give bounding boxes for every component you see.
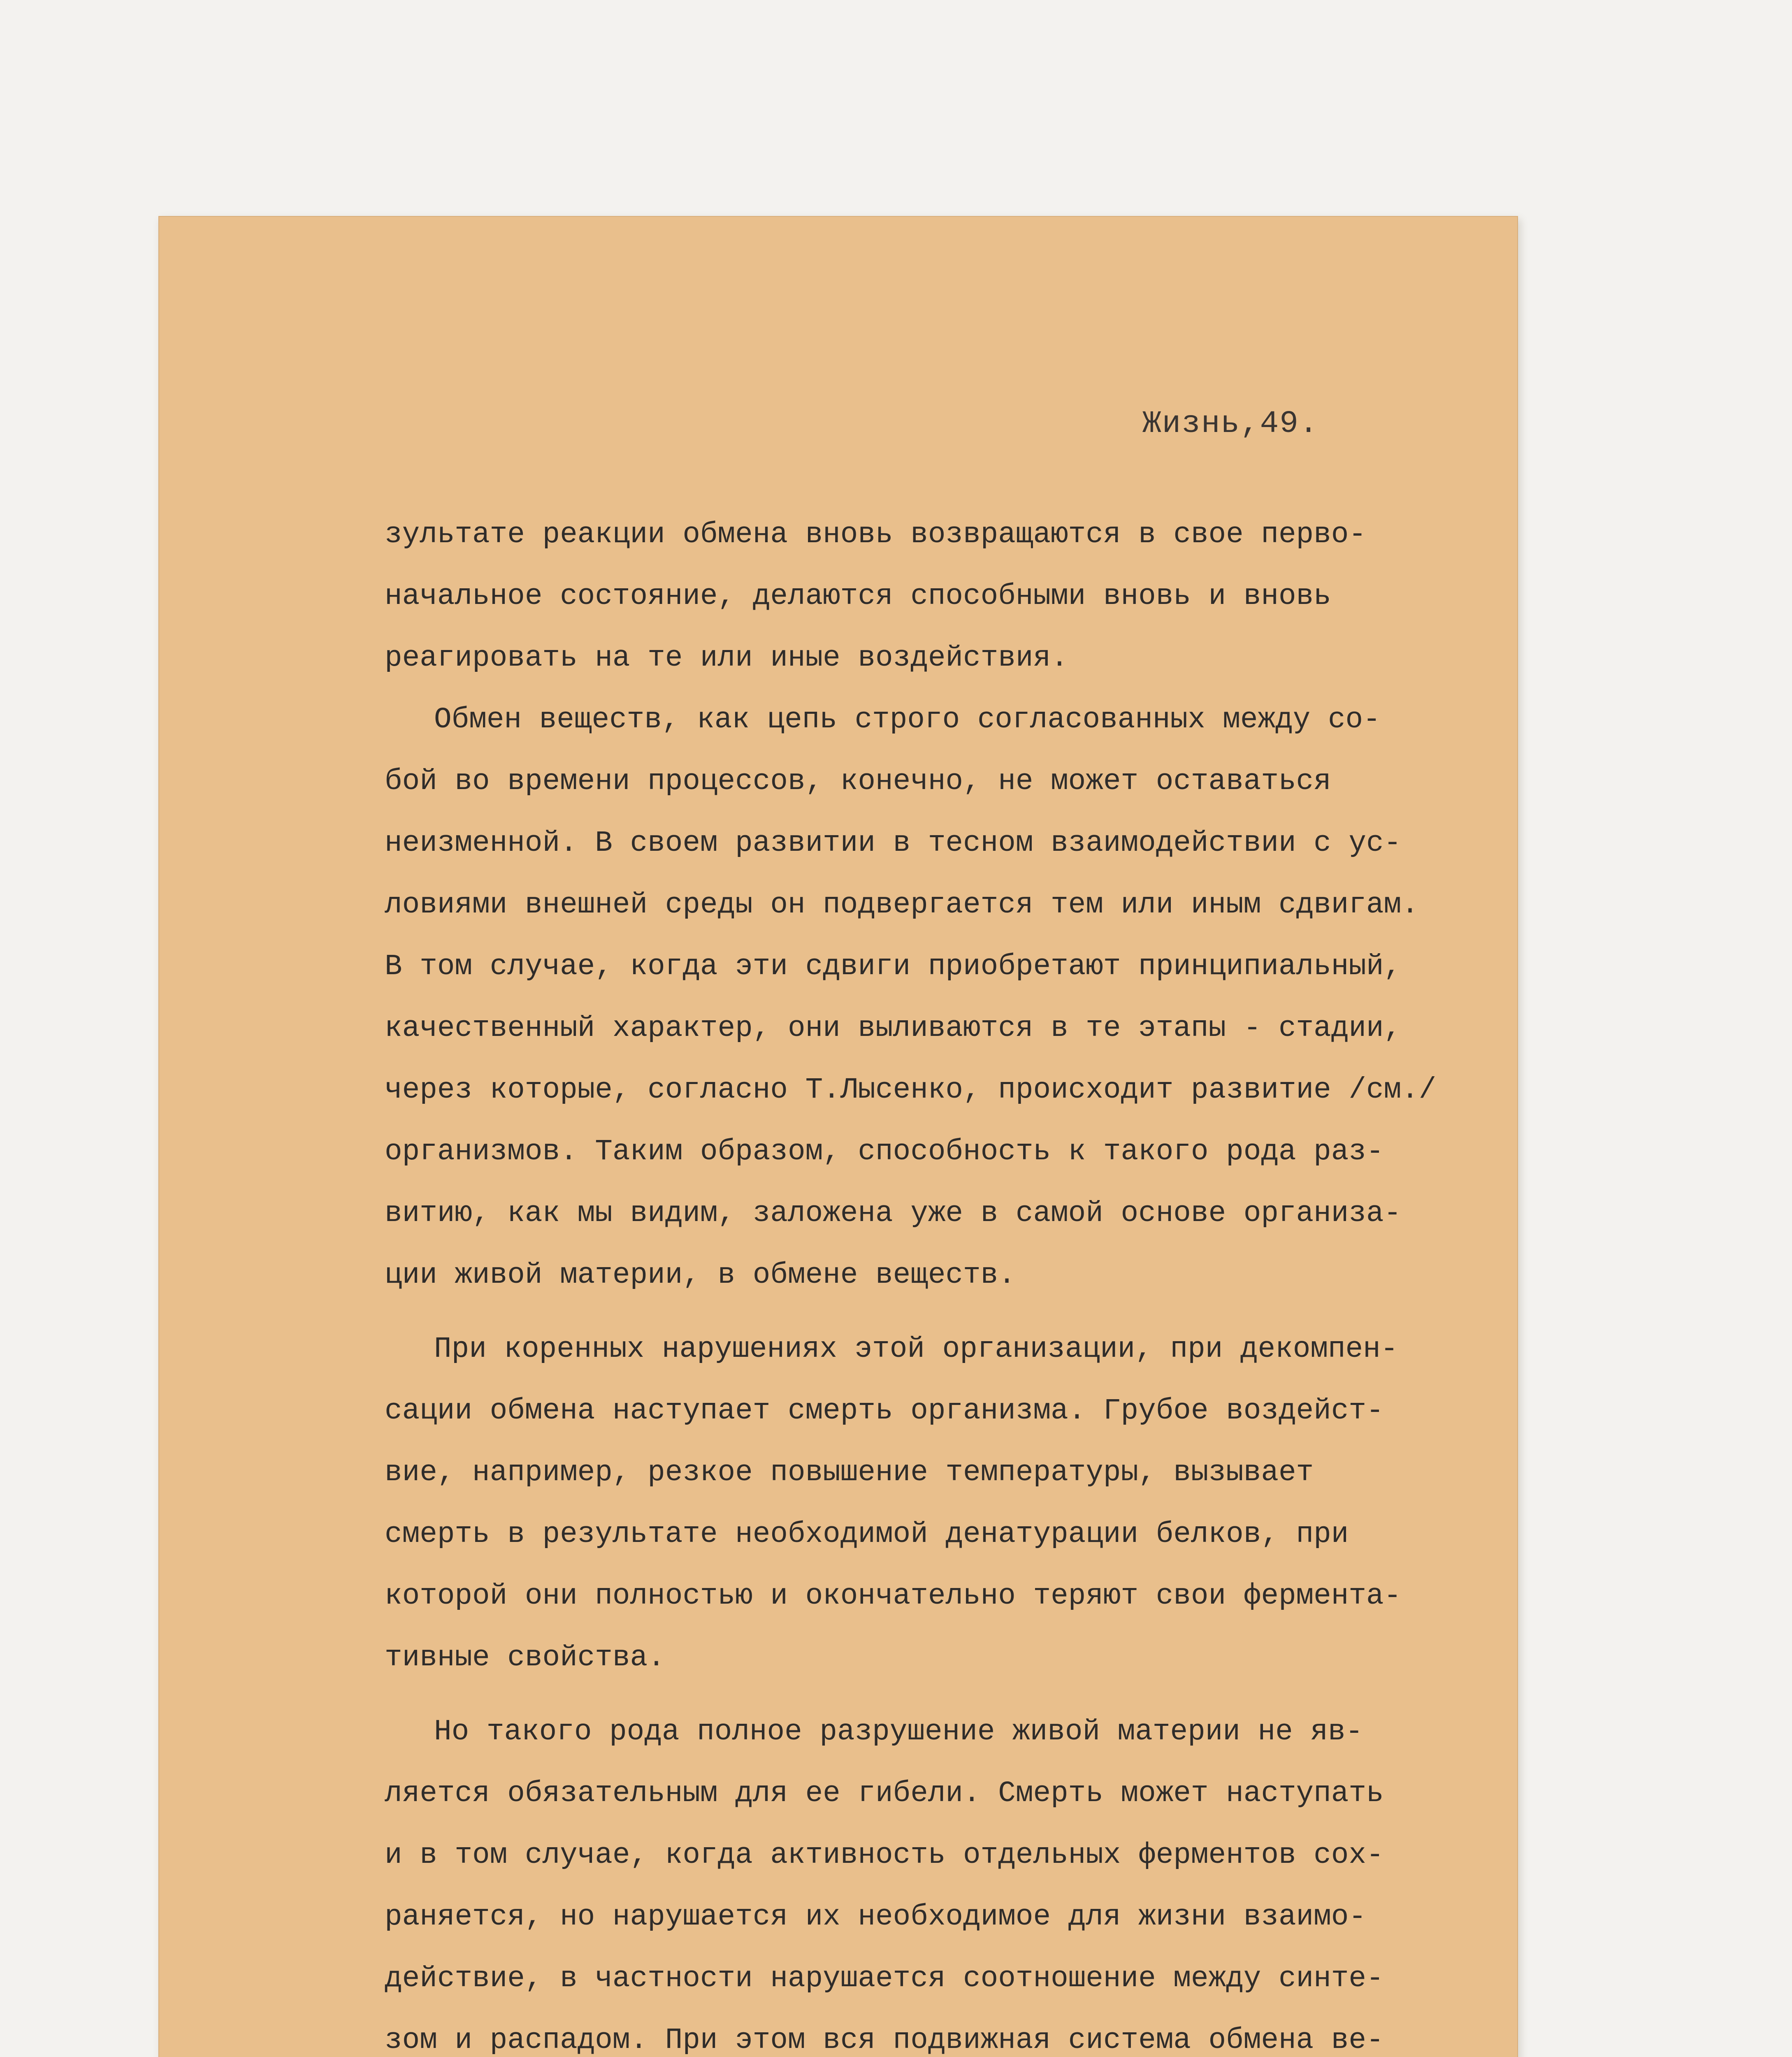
text-line: которой они полностью и окончательно теряют свои ферментa- <box>385 1580 1402 1613</box>
text-line: через которые, согласно Т.Лысенко, происходит развитие /см./ <box>385 1074 1437 1107</box>
page-number: Жизнь,49. <box>1142 406 1319 441</box>
text-line: Но такого рода полное разрушение живой материи не яв- <box>434 1716 1363 1748</box>
text-line: реагировать на те или иные воздействия. <box>385 642 1068 675</box>
text-line: раняется, но нарушается их необходимое для жизни взаимо- <box>385 1901 1366 1934</box>
body-text <box>385 504 1437 2057</box>
text-line: тивные свойства. <box>385 1641 665 1674</box>
text-line: В том случае, когда эти сдвиги приобретают принципиальный, <box>385 950 1402 983</box>
text-line: сации обмена наступает смерть организма. Грубое воздейст- <box>385 1395 1384 1428</box>
text-line: вие, например, резкое повышение температуры, вызывает <box>385 1456 1314 1489</box>
text-line: ловиями внешней среды он подвергается тем или иным сдвигам. <box>385 889 1419 922</box>
paragraph-gap <box>385 1689 1372 1701</box>
text-line: начальное состояние, делаются способными вновь и вновь <box>385 580 1331 613</box>
text-line: зультате реакции обмена вновь возвращаются в свое перво- <box>385 518 1366 551</box>
text-line: Обмен веществ, как цепь строго согласованных между со- <box>434 703 1381 736</box>
text-line: ляется обязательным для ее гибели. Смерть может наступать <box>385 1777 1384 1810</box>
text-line: бой во времени процессов, конечно, не может оставаться <box>385 765 1331 798</box>
typewritten-page <box>158 216 1518 2057</box>
text-line: смерть в результате необходимой денатурации белков, при <box>385 1518 1349 1551</box>
text-line: При коренных нарушениях этой организации, при декомпен- <box>434 1333 1398 1366</box>
paragraph-gap <box>385 1306 1372 1319</box>
text-line: зом и распадом. При этом вся подвижная система обмена ве- <box>385 2024 1384 2057</box>
text-line: действие, в частности нарушается соотношение между синте- <box>385 1962 1384 1995</box>
text-line: и в том случае, когда активность отдельных ферментов сох- <box>385 1839 1384 1872</box>
text-line: неизменной. В своем развитии в тесном взаимодействии с ус- <box>385 827 1402 860</box>
text-line: витию, как мы видим, заложена уже в самой основе организа- <box>385 1197 1402 1230</box>
text-line: качественный характер, они выливаются в те этапы - стадии, <box>385 1012 1402 1045</box>
text-line: организмов. Таким образом, способность к такого рода раз- <box>385 1135 1384 1168</box>
text-line: ции живой материи, в обмене веществ. <box>385 1259 1016 1292</box>
